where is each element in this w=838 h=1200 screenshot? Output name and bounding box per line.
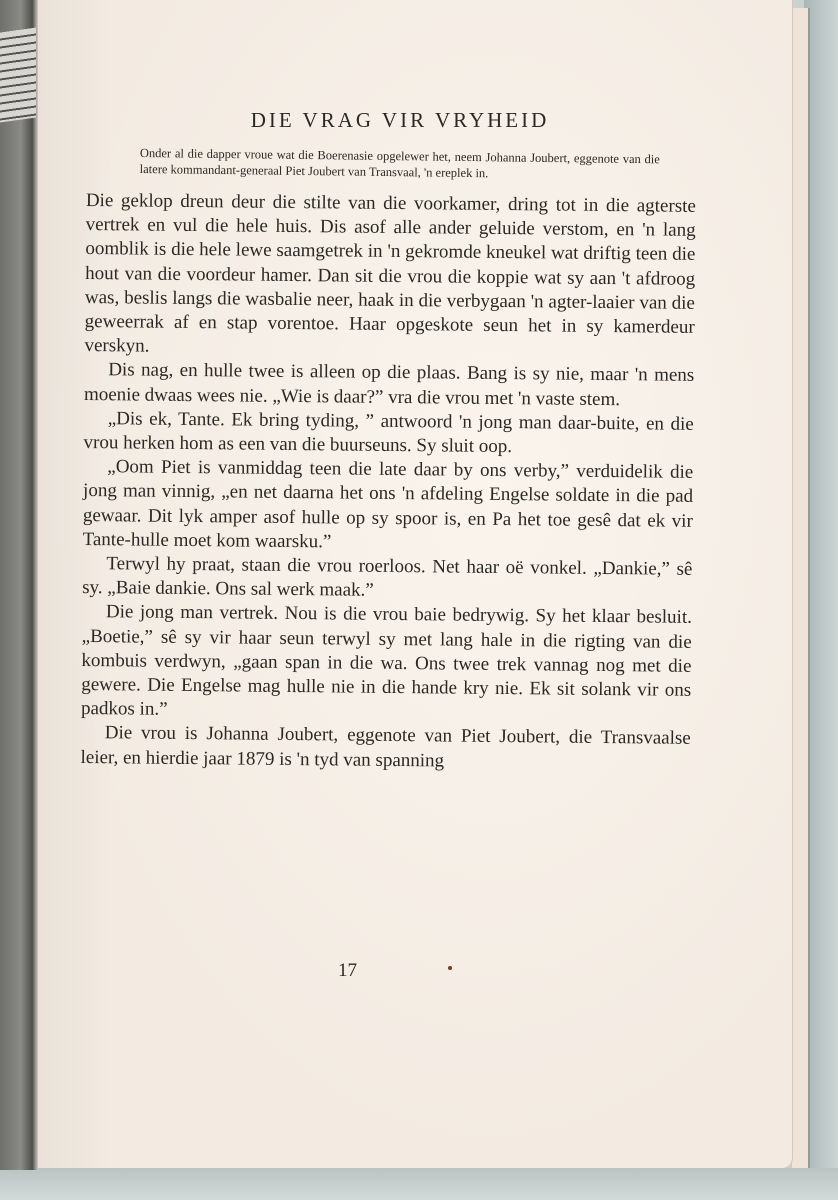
page-number: 17 — [338, 960, 357, 981]
paper-speck — [448, 966, 452, 970]
body-text — [80, 189, 696, 776]
paragraph: Dis nag, en hulle twee is alleen op die plaas. Bang is sy nie, maar 'n mens moenie dwaas wees nie. „Wie is daar?” vra die vrou met 'n vaste stem. — [83, 359, 695, 410]
chapter-intro: Onder al die dapper vroue wat die Boerenasie opgelewer het, neem Johanna Joubert, eggenote van die latere kommandant-generaal Piet Joubert van Transvaal, 'n ereplek in. — [139, 145, 660, 181]
page-content — [80, 108, 696, 772]
paragraph: Die jong man vertrek. Nou is die vrou baie bedrywig. Sy het klaar besluit. „Boetie,” sê sy vir haar seun terwyl sy met lang hale in die rigting van die kombuis verdwyn, „gaan span in die wa. Ons twee trek vannag nog met die gewere. Die Engelse mag hulle nie in die hande kry nie. Ek sit solank vir ons padkos in.” — [80, 601, 693, 721]
next-page-edge — [790, 8, 810, 1168]
paragraph: Die vrou is Johanna Joubert, eggenote van Piet Joubert, die Transvaalse leier, en hierdie jaar 1879 is 'n tyd van spanning — [80, 722, 691, 772]
running-head: DIE VRAG VIR VRYHEID — [250, 108, 550, 132]
paragraph: „Dis ek, Tante. Ek bring tyding, ” antwoord 'n jong man daar-buite, en die vrou herken hom as een van die buurseuns. Sy sluit oop. — [83, 408, 694, 458]
facing-page-fragment — [0, 27, 36, 122]
paragraph: „Oom Piet is vanmiddag teen die late daar by ons verby,” verduidelik die jong man vinnig, „en net daarna het ons 'n afdeling Engelse soldate in die pad gewaar. Dit lyk amper asof hulle op sy spoor is, en Pa het toe gesê dat ek vir Tante-hulle moet kom waarsku.” — [82, 456, 694, 553]
book-spine — [0, 0, 38, 1170]
paragraph: Die geklop dreun deur die stilte van die voorkamer, dring tot in die agterste vertrek en vul die hele huis. Dis asof alle ander geluide verstom, en 'n lang oomblik is die hele lewe saamgetrek in 'n gekromde kneukel wat driftig teen die hout van die voordeur hamer. Dan sit die vrou die koppie wat sy aan 't afdroog was, beslis langs die wasbalie neer, haak in die verbygaan 'n agter-laaier van die geweerrak af en stap vorentoe. Haar opgeskote seun het in sy kamerdeur verskyn. — [84, 189, 696, 357]
scanner-background-bottom — [0, 1168, 838, 1200]
book-page — [38, 0, 792, 1168]
paragraph: Terwyl hy praat, staan die vrou roerloos. Net haar oë vonkel. „Dankie,” sê sy. „Baie dankie. Ons sal werk maak.” — [82, 553, 693, 602]
